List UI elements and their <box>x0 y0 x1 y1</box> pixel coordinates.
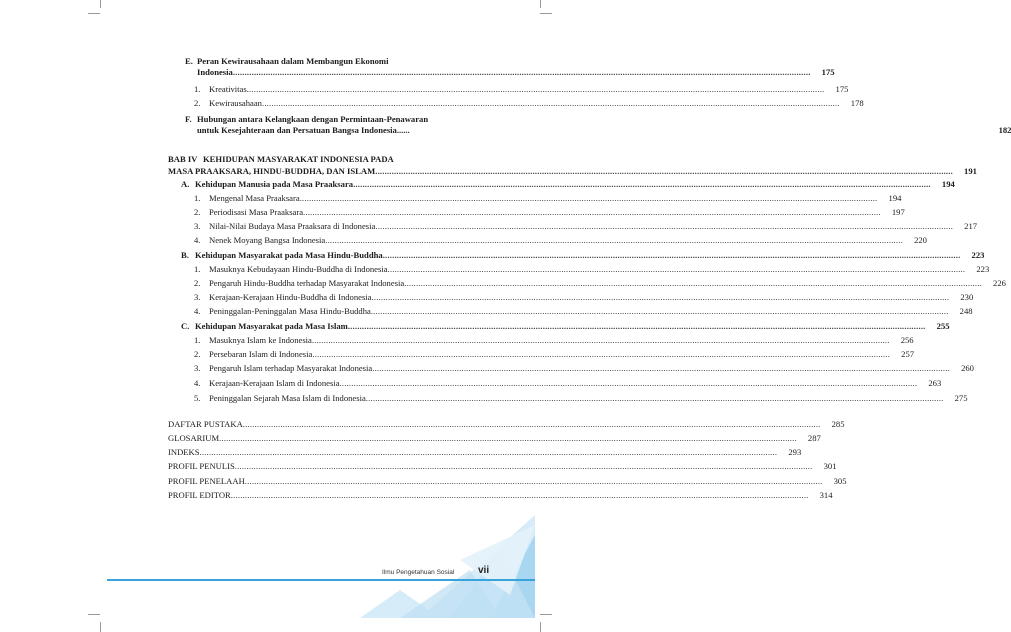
toc-leader-dots <box>247 84 825 95</box>
crop-mark <box>540 0 541 8</box>
toc-leader-dots <box>348 321 926 332</box>
toc-entry-number: A. <box>181 179 190 189</box>
toc-entry[interactable] <box>168 447 802 458</box>
toc-entry-title: PROFIL PENELAAH <box>168 476 245 486</box>
toc-leader-dots <box>375 221 953 232</box>
toc-entry-number: 1. <box>194 335 201 345</box>
toc-leader-dots <box>366 393 944 404</box>
toc-page-number: 182 <box>998 125 1011 135</box>
toc-entry-title: Peninggalan-Peninggalan Masa Hindu-Buddha <box>209 306 371 316</box>
toc-entry-number: 2. <box>194 349 201 359</box>
toc-entry[interactable] <box>168 335 914 346</box>
toc-entry-title: Pengaruh Islam terhadap Masyarakat Indonesia <box>209 363 373 373</box>
toc-page-number: 178 <box>850 98 864 108</box>
toc-page-number: 301 <box>823 461 837 471</box>
toc-entry-title: Masuknya Islam ke Indonesia <box>209 335 312 345</box>
toc-page-number: 314 <box>819 490 833 500</box>
toc-page-number: 285 <box>831 419 845 429</box>
toc-entry-title: Hubungan antara Kelangkaan dengan Permintaan-Penawaran <box>197 114 429 124</box>
toc-page-number: 197 <box>891 207 905 217</box>
toc-entry-title: Nenek Moyang Bangsa Indonesia <box>209 235 326 245</box>
toc-page-number: 260 <box>961 363 974 373</box>
toc-entry-number: 2. <box>194 278 201 288</box>
toc-entry-title: Kehidupan Masyarakat pada Masa Hindu-Buddha <box>195 250 383 260</box>
toc-page-number: 217 <box>964 221 978 231</box>
toc-entry-number: 3. <box>194 363 201 373</box>
toc-entry-title: Indonesia <box>197 67 233 77</box>
toc-page-number: 194 <box>941 179 955 189</box>
toc-entry-number: 5. <box>194 393 201 403</box>
toc-entry-number: 1. <box>194 84 201 94</box>
crop-mark <box>540 614 552 615</box>
crop-mark <box>100 622 101 632</box>
toc-page-number: 256 <box>900 335 914 345</box>
toc-entry[interactable] <box>168 264 990 275</box>
toc-entry-title: PROFIL PENULIS <box>168 461 235 471</box>
toc-entry-title: Nilai-Nilai Budaya Masa Praaksara di Indonesia <box>209 221 376 231</box>
toc-entry-number: E. <box>185 56 193 66</box>
toc-leader-dots <box>245 476 823 487</box>
toc-entry-number: 4. <box>194 378 201 388</box>
toc-entry-title: PROFIL EDITOR <box>168 490 231 500</box>
toc-entry-title: Kreativitas <box>209 84 247 94</box>
toc-entry[interactable] <box>168 461 837 472</box>
toc-page-number: 257 <box>901 349 915 359</box>
toc-entry[interactable] <box>168 114 485 125</box>
toc-entry-number: BAB IV <box>168 154 198 164</box>
toc-page-number: 263 <box>928 378 942 388</box>
toc-leader-dots <box>375 166 953 177</box>
toc-entry-title: MASA PRAAKSARA, HINDU-BUDDHA, DAN ISLAM <box>168 166 376 176</box>
toc-entry[interactable] <box>168 67 835 78</box>
toc-entry-title: KEHIDUPAN MASYARAKAT INDONESIA PADA <box>203 154 394 164</box>
toc-page-number: 175 <box>821 67 835 77</box>
toc-entry-title: Peninggalan Sejarah Masa Islam di Indonesia <box>209 393 366 403</box>
toc-page-number: 194 <box>888 193 902 203</box>
toc-entry[interactable] <box>168 179 955 190</box>
toc-entry[interactable] <box>168 349 915 360</box>
toc-leader-dots <box>371 306 949 317</box>
toc-entry[interactable] <box>168 154 485 165</box>
toc-page-number: 223 <box>971 250 985 260</box>
toc-page-number: 293 <box>788 447 802 457</box>
toc-entry-title: DAFTAR PUSTAKA <box>168 419 243 429</box>
toc-leader-dots <box>340 378 918 389</box>
toc-entry-title: Kehidupan Masyarakat pada Masa Islam <box>195 321 348 331</box>
decorative-triangles <box>300 510 540 620</box>
toc-page-number: 255 <box>936 321 950 331</box>
toc-entry-number: C. <box>181 321 190 331</box>
toc-leader-dots <box>243 419 821 430</box>
toc-entry-title: INDEKS <box>168 447 200 457</box>
toc-leader-dots <box>312 349 890 360</box>
toc-leader-dots <box>372 363 950 374</box>
toc-leader-dots <box>372 292 950 303</box>
toc-entry-title: Masuknya Kebudayaan Hindu-Buddha di Indonesia <box>209 264 388 274</box>
toc-entry-title: Persebaran Islam di Indonesia <box>209 349 313 359</box>
toc-entry-number: 4. <box>194 235 201 245</box>
crop-mark <box>88 614 100 615</box>
toc-entry[interactable] <box>168 207 905 218</box>
toc-entry-title: Peran Kewirausahaan dalam Membangun Ekonomi <box>197 56 389 66</box>
toc-entry-number: 2. <box>194 207 201 217</box>
toc-page-number: 248 <box>959 306 973 316</box>
toc-entry[interactable] <box>168 363 974 374</box>
crop-mark <box>540 13 552 14</box>
toc-page-number: 226 <box>993 278 1006 288</box>
toc-page-number: 287 <box>807 433 821 443</box>
toc-entry-number: 4. <box>194 306 201 316</box>
toc-entry[interactable] <box>168 193 902 204</box>
toc-entry-title: GLOSARIUM <box>168 433 220 443</box>
toc-leader-dots <box>383 250 961 261</box>
toc-entry-number: 1. <box>194 264 201 274</box>
footer-book-title: Ilmu Pengetahuan Sosial <box>382 569 455 576</box>
toc-leader-dots <box>262 98 840 109</box>
toc-page-number: 191 <box>964 166 977 176</box>
toc-entry-title: Kerajaan-Kerajaan Hindu-Buddha di Indonesia <box>209 292 372 302</box>
toc-entry[interactable] <box>168 125 1011 136</box>
toc-entry[interactable] <box>168 278 1006 289</box>
toc-leader-dots <box>325 235 903 246</box>
toc-leader-dots <box>312 335 890 346</box>
toc-entry-title: Pengaruh Hindu-Buddha terhadap Masyarakat Indonesia <box>209 278 405 288</box>
toc-entry-title: Kewirausahaan <box>209 98 262 108</box>
toc-entry[interactable] <box>168 98 864 109</box>
toc-leader-dots <box>303 207 881 218</box>
toc-leader-dots <box>300 193 878 204</box>
toc-entry-number: 3. <box>194 221 201 231</box>
toc-entry[interactable] <box>168 56 485 67</box>
toc-leader-dots <box>200 447 778 458</box>
toc-entry-number: 2. <box>194 98 201 108</box>
crop-mark <box>540 622 541 632</box>
toc-page-number: 220 <box>914 235 927 245</box>
toc-leader-dots <box>233 67 811 78</box>
toc-leader-dots <box>235 461 813 472</box>
toc-entry[interactable] <box>168 321 950 332</box>
toc-entry-number: B. <box>181 250 189 260</box>
toc-entry-number: F. <box>185 114 192 124</box>
toc-leader-dots <box>219 433 797 444</box>
toc-entry-title: Kerajaan-Kerajaan Islam di Indonesia <box>209 378 340 388</box>
toc-entry[interactable] <box>168 476 847 487</box>
toc-entry[interactable] <box>168 306 973 317</box>
toc-entry[interactable] <box>168 221 978 232</box>
toc-entry[interactable] <box>168 419 845 430</box>
toc-entry[interactable] <box>168 166 977 177</box>
toc-page-number: 275 <box>954 393 968 403</box>
toc-page-number: 230 <box>960 292 974 302</box>
toc-page-number: 305 <box>833 476 847 486</box>
toc-page-number: 175 <box>835 84 849 94</box>
crop-mark <box>100 0 101 8</box>
toc-entry-title: Kehidupan Manusia pada Masa Praaksara <box>195 179 354 189</box>
footer-page-number: vii <box>478 565 490 576</box>
toc-entry-number: 1. <box>194 193 201 203</box>
toc-entry[interactable] <box>168 292 974 303</box>
toc-entry[interactable] <box>168 250 985 261</box>
toc-entry[interactable] <box>168 235 927 246</box>
toc-leader-dots <box>404 278 982 289</box>
toc-entry-title: untuk Kesejahteraan dan Persatuan Bangsa Indonesia...... <box>197 125 410 135</box>
toc-entry[interactable] <box>168 393 968 404</box>
crop-mark <box>88 13 100 14</box>
toc-leader-dots <box>388 264 966 275</box>
toc-entry[interactable] <box>168 433 821 444</box>
toc-entry[interactable] <box>168 490 833 501</box>
footer-rule <box>107 579 535 581</box>
toc-leader-dots <box>231 490 809 501</box>
toc-entry-title: Mengenal Masa Praaksara <box>209 193 300 203</box>
toc-page-number: 223 <box>976 264 990 274</box>
toc-entry[interactable] <box>168 378 942 389</box>
toc-entry-title: Periodisasi Masa Praaksara <box>209 207 304 217</box>
toc-entry-number: 3. <box>194 292 201 302</box>
toc-leader-dots <box>353 179 931 190</box>
toc-entry[interactable] <box>168 84 849 95</box>
